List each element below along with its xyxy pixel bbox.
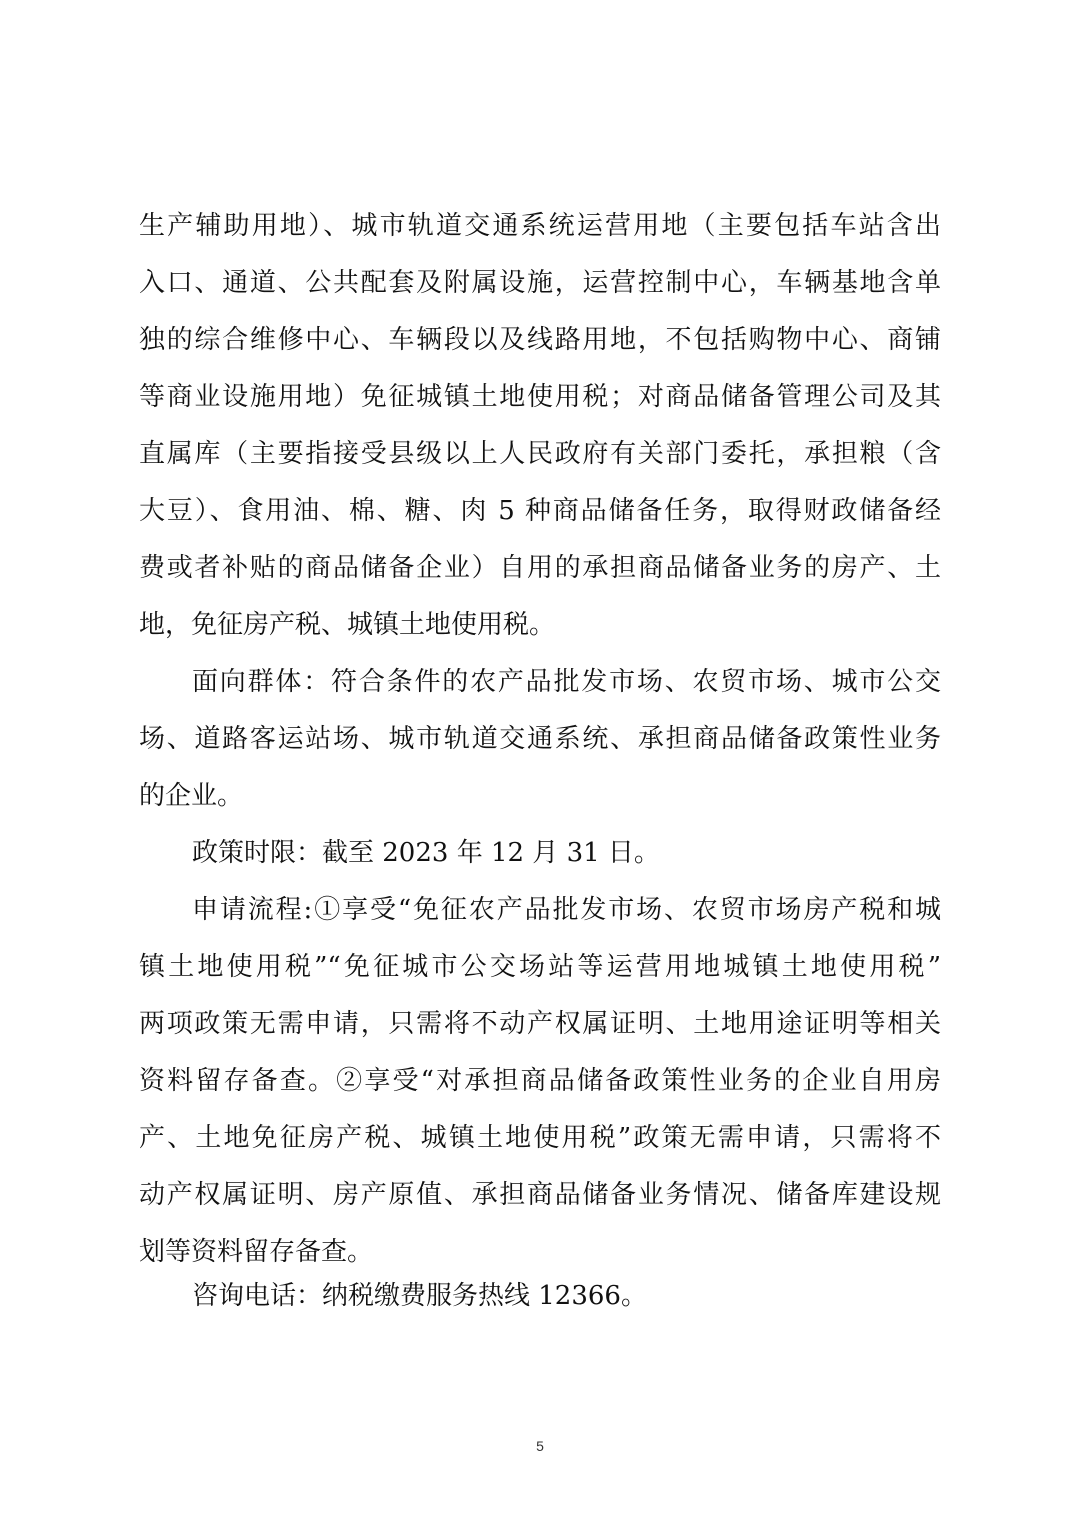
text-line: 产、土地免征房产税、城镇土地使用税”政策无需申请，只需将不 — [139, 1123, 941, 1153]
text-line: 费或者补贴的商品储备企业）自用的承担商品储备业务的房产、土 — [139, 553, 941, 583]
section-application-process: 申请流程:①享受“免征农产品批发市场、农贸市场房产税和城 — [192, 895, 941, 925]
text-line: 直属库（主要指接受县级以上人民政府有关部门委托，承担粮（含 — [139, 439, 941, 469]
text-line: 生产辅助用地）、城市轨道交通系统运营用地（主要包括车站含出 — [139, 211, 941, 241]
text-line: 独的综合维修中心、车辆段以及线路用地，不包括购物中心、商铺 — [139, 325, 941, 355]
section-consultation-hotline: 咨询电话：纳税缴费服务热线 12366。 — [192, 1281, 647, 1311]
section-target-group: 面向群体：符合条件的农产品批发市场、农贸市场、城市公交 — [192, 667, 941, 697]
text-line: 等商业设施用地）免征城镇土地使用税；对商品储备管理公司及其 — [139, 382, 941, 412]
text-line: 入口、通道、公共配套及附属设施，运营控制中心，车辆基地含单 — [139, 268, 941, 298]
text-line: 的企业。 — [139, 781, 244, 811]
text-line: 场、道路客运站场、城市轨道交通系统、承担商品储备政策性业务 — [139, 724, 941, 754]
text-line: 地，免征房产税、城镇土地使用税。 — [139, 610, 556, 640]
page-number: 5 — [536, 1438, 544, 1454]
text-line: 动产权属证明、房产原值、承担商品储备业务情况、储备库建设规 — [139, 1180, 941, 1210]
text-line: 镇土地使用税”“免征城市公交场站等运营用地城镇土地使用税” — [139, 952, 941, 982]
text-line: 资料留存备查。②享受“对承担商品储备政策性业务的企业自用房 — [139, 1066, 941, 1096]
text-line: 划等资料留存备查。 — [139, 1237, 374, 1267]
section-policy-period: 政策时限：截至 2023 年 12 月 31 日。 — [192, 838, 660, 868]
text-line: 两项政策无需申请，只需将不动产权属证明、土地用途证明等相关 — [139, 1009, 941, 1039]
text-line: 大豆）、食用油、棉、糖、肉 5 种商品储备任务，取得财政储备经 — [139, 496, 941, 526]
